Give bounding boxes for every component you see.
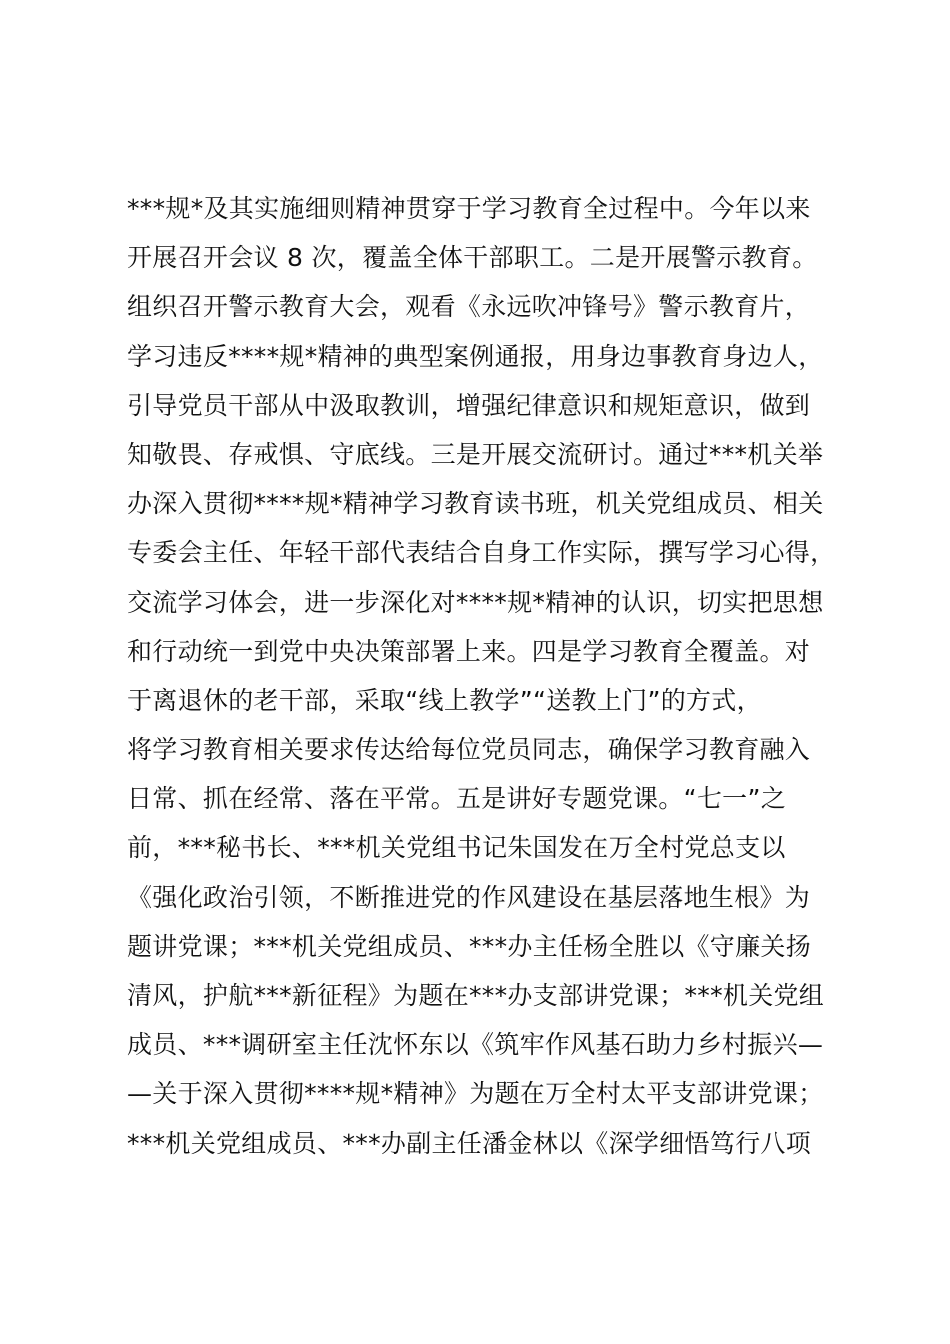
text-line: ***规*及其实施细则精神贯穿于学习教育全过程中。今年以来: [127, 194, 811, 223]
text-line: 将学习教育相关要求传达给每位党员同志，确保学习教育融入: [127, 735, 811, 765]
text-line: 和行动统一到党中央决策部署上来。四是学习教育全覆盖。对: [127, 636, 811, 666]
text-line: 办深入贯彻****规*精神学习教育读书班，机关党组成员、相关: [127, 489, 824, 519]
text-line: 清风，护航***新征程》为题在***办支部讲党课；***机关党组: [127, 981, 825, 1010]
text-line: 成员、***调研室主任沈怀东以《筑牢作风基石助力乡村振兴—: [127, 1030, 824, 1060]
text-line: 于离退休的老干部，采取“线上教学”“送教上门”的方式，: [127, 685, 762, 715]
text-line: 日常、抓在经常、落在平常。五是讲好专题党课。“七一”之: [127, 784, 787, 814]
text-line: —关于深入贯彻****规*精神》为题在万全村太平支部讲党课；: [127, 1079, 824, 1109]
text-line: 学习违反****规*精神的典型案例通报，用身边事教育身边人，: [127, 341, 824, 371]
text-line: 专委会主任、年轻干部代表结合自身工作实际，撰写学习心得，: [127, 538, 836, 568]
text-line: 交流学习体会，进一步深化对****规*精神的认识，切实把思想: [127, 587, 824, 617]
text-line: 题讲党课；***机关党组成员、***办主任杨全胜以《守廉关扬: [127, 931, 812, 961]
text-line: 知敬畏、存戒惧、守底线。三是开展交流研讨。通过***机关举: [127, 439, 824, 469]
text-line: 组织召开警示教育大会，观看《永远吹冲锋号》警示教育片，: [127, 292, 811, 322]
text-line: 开展召开会议 8 次，覆盖全体干部职工。二是开展警示教育。: [127, 243, 818, 273]
body-text: [127, 184, 857, 1168]
text-line: 引导党员干部从中汲取教训，增强纪律意识和规矩意识，做到: [127, 390, 811, 420]
text-line: ***机关党组成员、***办副主任潘金林以《深学细悟笃行八项: [127, 1128, 812, 1158]
text-line: 《强化政治引领，不断推进党的作风建设在基层落地生根》为: [127, 882, 811, 912]
text-line: 前，***秘书长、***机关党组书记朱国发在万全村党总支以: [127, 833, 786, 863]
